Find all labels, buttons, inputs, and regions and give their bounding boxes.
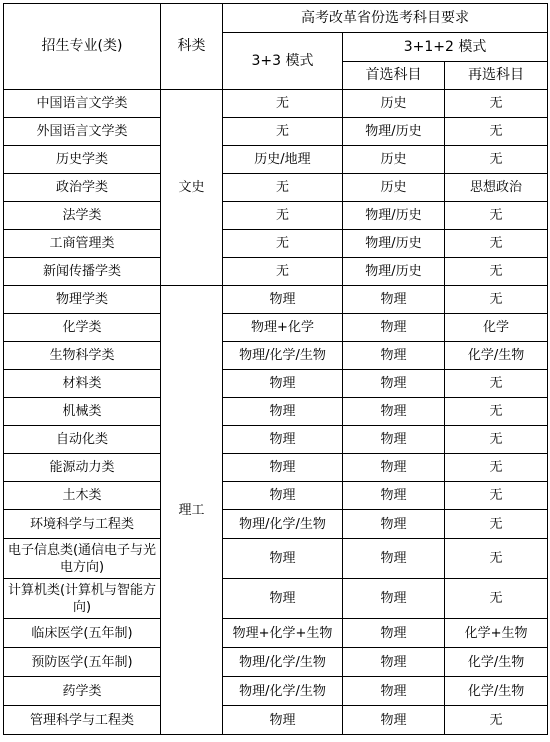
cell-mode-3-3: 无: [223, 118, 343, 146]
cell-second-subject: 思想政治: [445, 174, 548, 202]
cell-major: 药学类: [4, 677, 161, 706]
header-mode-3-3: 3+3 模式: [223, 33, 343, 90]
cell-second-subject: 无: [445, 454, 548, 482]
cell-first-subject: 历史: [343, 146, 445, 174]
cell-mode-3-3: 物理/化学/生物: [223, 510, 343, 539]
cell-major: 中国语言文学类: [4, 90, 161, 118]
cell-major: 自动化类: [4, 426, 161, 454]
cell-mode-3-3: 物理: [223, 454, 343, 482]
cell-major: 物理学类: [4, 286, 161, 314]
cell-major: 法学类: [4, 202, 161, 230]
cell-major: 环境科学与工程类: [4, 510, 161, 539]
cell-second-subject: 无: [445, 118, 548, 146]
table-row: [4, 202, 548, 230]
table-row: [4, 370, 548, 398]
cell-mode-3-3: 物理: [223, 579, 343, 619]
cell-mode-3-3: 物理+化学: [223, 314, 343, 342]
table-row: [4, 258, 548, 286]
table-row: [4, 398, 548, 426]
cell-first-subject: 物理/历史: [343, 202, 445, 230]
cell-major: 生物科学类: [4, 342, 161, 370]
cell-second-subject: 化学/生物: [445, 677, 548, 706]
table-row: [4, 342, 548, 370]
cell-mode-3-3: 无: [223, 202, 343, 230]
cell-major: 新闻传播学类: [4, 258, 161, 286]
cell-second-subject: 无: [445, 370, 548, 398]
cell-mode-3-3: 物理: [223, 482, 343, 510]
cell-first-subject: 物理/历史: [343, 118, 445, 146]
cell-mode-3-3: 物理: [223, 398, 343, 426]
cell-mode-3-3: 无: [223, 174, 343, 202]
cell-mode-3-3: 物理: [223, 286, 343, 314]
cell-major: 能源动力类: [4, 454, 161, 482]
cell-first-subject: 物理: [343, 482, 445, 510]
table-row: [4, 426, 548, 454]
table-row: [4, 648, 548, 677]
cell-mode-3-3: 物理/化学/生物: [223, 342, 343, 370]
table-row: [4, 510, 548, 539]
cell-first-subject: 物理: [343, 426, 445, 454]
cell-second-subject: 无: [445, 202, 548, 230]
cell-first-subject: 物理: [343, 314, 445, 342]
cell-second-subject: 化学+生物: [445, 619, 548, 648]
cell-major: 临床医学(五年制): [4, 619, 161, 648]
cell-second-subject: 无: [445, 579, 548, 619]
cell-major: 材料类: [4, 370, 161, 398]
cell-first-subject: 物理: [343, 370, 445, 398]
cell-mode-3-3: 无: [223, 90, 343, 118]
cell-major: 工商管理类: [4, 230, 161, 258]
table-row: [4, 174, 548, 202]
cell-major: 政治学类: [4, 174, 161, 202]
cell-second-subject: 无: [445, 258, 548, 286]
table-row: [4, 146, 548, 174]
cell-second-subject: 无: [445, 398, 548, 426]
cell-first-subject: 物理: [343, 454, 445, 482]
table-row: [4, 314, 548, 342]
cell-first-subject: 物理: [343, 579, 445, 619]
header-first-subject: 首选科目: [343, 62, 445, 90]
cell-first-subject: 物理: [343, 706, 445, 735]
cell-category-science: 理工: [161, 286, 223, 735]
table-row: [4, 118, 548, 146]
cell-mode-3-3: 物理/化学/生物: [223, 677, 343, 706]
cell-second-subject: 无: [445, 706, 548, 735]
cell-mode-3-3: 物理: [223, 706, 343, 735]
cell-major: 管理科学与工程类: [4, 706, 161, 735]
cell-category-liberal: 文史: [161, 90, 223, 286]
table-row: [4, 482, 548, 510]
cell-second-subject: 无: [445, 539, 548, 579]
table-row: [4, 230, 548, 258]
cell-mode-3-3: 历史/地理: [223, 146, 343, 174]
header-mode-3-1-2: 3+1+2 模式: [343, 33, 548, 62]
table-row: [4, 286, 548, 314]
cell-second-subject: 无: [445, 90, 548, 118]
cell-mode-3-3: 物理+化学+生物: [223, 619, 343, 648]
cell-second-subject: 无: [445, 286, 548, 314]
cell-first-subject: 物理: [343, 619, 445, 648]
cell-major: 计算机类(计算机与智能方向): [4, 579, 161, 619]
cell-second-subject: 无: [445, 482, 548, 510]
cell-first-subject: 物理: [343, 539, 445, 579]
cell-second-subject: 化学/生物: [445, 648, 548, 677]
cell-second-subject: 无: [445, 426, 548, 454]
cell-second-subject: 化学/生物: [445, 342, 548, 370]
cell-mode-3-3: 物理: [223, 370, 343, 398]
header-category: 科类: [161, 4, 223, 90]
cell-first-subject: 物理: [343, 398, 445, 426]
cell-mode-3-3: 物理/化学/生物: [223, 648, 343, 677]
cell-major: 预防医学(五年制): [4, 648, 161, 677]
cell-major: 历史学类: [4, 146, 161, 174]
cell-second-subject: 化学: [445, 314, 548, 342]
cell-mode-3-3: 物理: [223, 539, 343, 579]
cell-first-subject: 物理: [343, 286, 445, 314]
table-row: [4, 90, 548, 118]
cell-first-subject: 物理: [343, 648, 445, 677]
cell-first-subject: 物理: [343, 342, 445, 370]
table-row: [4, 619, 548, 648]
cell-mode-3-3: 物理: [223, 426, 343, 454]
cell-major: 机械类: [4, 398, 161, 426]
cell-first-subject: 物理/历史: [343, 258, 445, 286]
cell-second-subject: 无: [445, 230, 548, 258]
cell-second-subject: 无: [445, 146, 548, 174]
cell-first-subject: 物理: [343, 677, 445, 706]
cell-first-subject: 物理: [343, 510, 445, 539]
header-major: 招生专业(类): [4, 4, 161, 90]
cell-mode-3-3: 无: [223, 230, 343, 258]
cell-first-subject: 历史: [343, 90, 445, 118]
header-requirements: 高考改革省份选考科目要求: [223, 4, 548, 33]
cell-first-subject: 历史: [343, 174, 445, 202]
cell-major: 土木类: [4, 482, 161, 510]
table-row: [4, 454, 548, 482]
table-row: [4, 706, 548, 735]
table-row: [4, 677, 548, 706]
cell-major: 化学类: [4, 314, 161, 342]
cell-first-subject: 物理/历史: [343, 230, 445, 258]
cell-major: 电子信息类(通信电子与光电方向): [4, 539, 161, 579]
table-row: [4, 579, 548, 619]
cell-second-subject: 无: [445, 510, 548, 539]
subject-requirements-table: [3, 3, 548, 735]
table-row: [4, 539, 548, 579]
cell-major: 外国语言文学类: [4, 118, 161, 146]
header-second-subject: 再选科目: [445, 62, 548, 90]
cell-mode-3-3: 无: [223, 258, 343, 286]
